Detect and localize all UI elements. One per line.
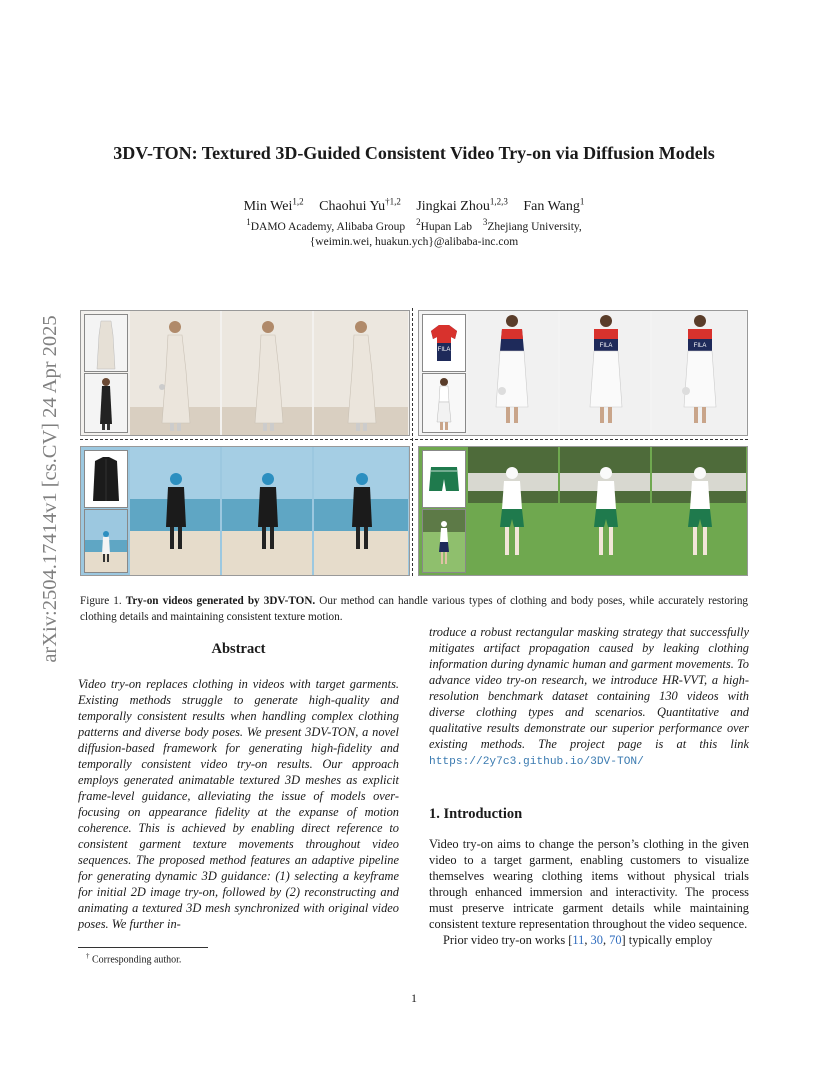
garment-fila-shirt	[422, 314, 466, 372]
author-list	[40, 196, 788, 215]
citation-link[interactable]: 11	[572, 933, 585, 947]
affiliation: $^2$Hupan Lab	[416, 217, 472, 233]
citation-link[interactable]: 70	[609, 933, 622, 947]
figure-divider-vertical	[412, 308, 413, 576]
page-number: 1	[411, 991, 417, 1005]
tryon-frame	[560, 447, 650, 575]
teaser-figure	[80, 308, 748, 576]
person-source-beach	[84, 509, 128, 573]
author: Jingkai Zhou$^{1,2,3}$	[416, 196, 508, 214]
abstract-text: Video try-on replaces clothing in videos with target garments. Existing methods struggle to generate high-quality and temporally consistent results when handling complex clothing patterns and diverse body poses. We present 3DV-TON, a novel diffusion-based framework for generating high-fidelity and temporally consistent video try-on results. Our approach employs generated animatable textured 3D meshes as explicit frame-level guidance, alleviating the issue of models over-focusing on appearance fidelity at the expanse of motion coherence. This is achieved by enabling direct reference to consistent garment texture movements throughout video sequences. The proposed method features an adaptive pipeline for generating dynamic 3D guidance: (1) selecting a keyframe for initial 2D image try-on, followed by (2) reconstructing and animating a textured 3D mesh synchronized with original video poses. We further in-	[78, 677, 399, 931]
tryon-frame	[560, 311, 650, 435]
affiliation: $^3$Zhejiang University,	[482, 217, 582, 233]
panel-coat-beach	[80, 446, 410, 576]
tryon-frame	[652, 447, 746, 575]
garment-black-coat	[84, 450, 128, 508]
garment-green-shorts	[422, 450, 466, 508]
intro-paragraph-1: Video try-on aims to change the person’s clothing in the given video to a target garment, enabling customers to visualize themselves wearing clothing items without physical trials through enhanced immersion and interactivity. The process must preserve intricate garment details while maintaining consistent texture representation throughout the video sequence.	[429, 837, 749, 931]
fila-logo: FILA	[437, 347, 451, 353]
tryon-frame	[468, 447, 558, 575]
panel-shorts-golf	[418, 446, 748, 576]
project-link[interactable]: https://2y7c3.github.io/3DV-TON/	[429, 756, 644, 768]
introduction-heading: 1. Introduction	[429, 806, 523, 822]
fila-logo: FILA	[693, 343, 707, 349]
intro-paragraph-2: Prior video try-on works [11, 30, 70] typically employ	[443, 933, 713, 947]
person-source-black-dress	[84, 373, 128, 433]
tryon-frame	[314, 447, 408, 575]
affiliation: $^1$DAMO Academy, Alibaba Group	[246, 217, 406, 233]
author: Min Wei$^{1,2}$	[243, 196, 304, 214]
citation-link[interactable]: 30	[590, 933, 603, 947]
footnote: † Corresponding author.	[86, 952, 182, 966]
caption-bold: Try-on videos generated by 3DV-TON.	[125, 595, 316, 607]
arxiv-identifier: arXiv:2504.17414v1 [cs.CV] 24 Apr 2025	[39, 315, 61, 663]
tryon-frame	[314, 311, 408, 435]
tryon-frame	[468, 311, 558, 435]
person-source-white-outfit	[422, 373, 466, 433]
figure-divider-horizontal	[80, 439, 748, 440]
tryon-frame	[130, 447, 220, 575]
author: Chaohui Yu$^{\dagger 1,2}$	[319, 196, 401, 214]
abstract-heading: Abstract	[211, 641, 266, 657]
panel-fila-shirt	[418, 310, 748, 436]
garment-white-dress	[84, 314, 128, 372]
footnote-rule	[78, 947, 208, 948]
tryon-frame	[130, 311, 220, 435]
author: Fan Wang$^1$	[523, 196, 585, 214]
affiliations	[40, 217, 788, 233]
figure-caption: Figure 1. Try-on videos generated by 3DV-TON. Our method can handle various types of clothing and body poses, while accurately restoring clothing details and maintaining consistent texture motion.	[80, 595, 749, 623]
author-emails: {weimin.wei, huakun.ych}@alibaba-inc.com	[309, 236, 519, 248]
introduction-text	[429, 836, 749, 948]
panel-dress-studio	[80, 310, 410, 436]
fila-logo: FILA	[599, 343, 613, 349]
paper-title: 3DV-TON: Textured 3D-Guided Consistent Video Try-on via Diffusion Models	[113, 143, 715, 163]
abstract-continued: troduce a robust rectangular masking strategy that successfully mitigates artifact propagation caused by leaking clothing information during dynamic human and garment movements. To advance video try-on research, we introduce HR-VVT, a high-resolution benchmark dataset containing 130 videos with diverse clothing types and scenarios. Quantitative and qualitative results demonstrate our superior performance over existing methods. The project page is at this link https://2y7c3.github.io/3DV-TON/	[429, 625, 749, 768]
person-source-golf	[422, 509, 466, 573]
tryon-frame	[652, 311, 746, 435]
tryon-frame	[222, 311, 312, 435]
tryon-frame	[222, 447, 312, 575]
